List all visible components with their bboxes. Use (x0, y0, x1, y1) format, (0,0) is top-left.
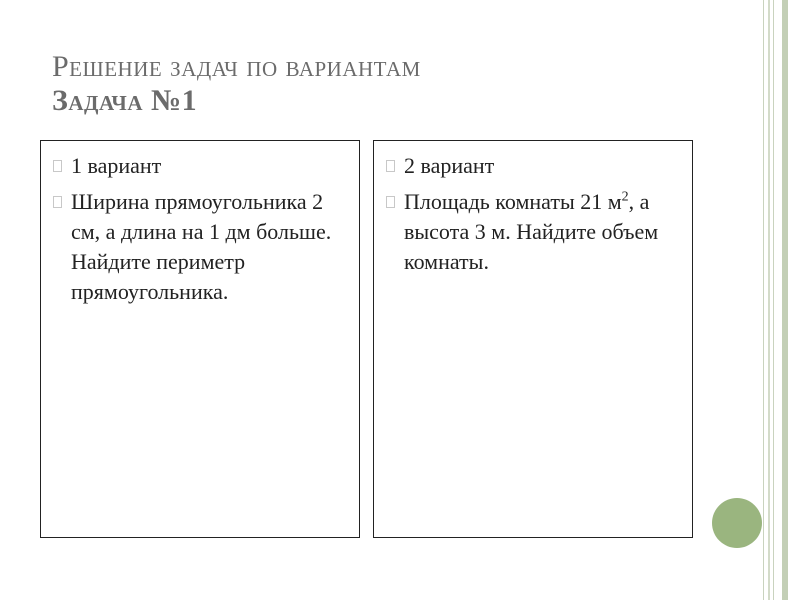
title-line-1: Решение задач по вариантам (52, 50, 421, 83)
variant-2-text-before: Площадь комнаты 21 м (404, 189, 622, 214)
variant-2-task-text (404, 189, 658, 274)
square-bullet-icon (53, 160, 62, 172)
variant-2-text-after: , а высота 3 м. Найдите объем комнаты. (404, 189, 659, 274)
variant-2-task-item (388, 187, 678, 277)
variant-1-label: 1 вариант (71, 153, 162, 178)
title-line-2: Задача №1 (52, 84, 198, 117)
variant-1-box (40, 140, 360, 538)
square-bullet-icon (386, 196, 395, 208)
variant-1-task-text: Ширина прямоугольника 2 см, а длина на 1 дм больше. Найдите периметр прямоугольника. (71, 189, 332, 304)
square-bullet-icon (53, 196, 62, 208)
variant-2-label: 2 вариант (404, 153, 495, 178)
decorative-line (782, 0, 788, 600)
variant-1-task-item (55, 187, 345, 307)
decorative-line (763, 0, 764, 600)
decorative-line (773, 0, 774, 600)
variant-1-label-item (55, 151, 345, 181)
slide-title (52, 50, 712, 118)
variant-2-label-item (388, 151, 678, 181)
square-bullet-icon (386, 160, 395, 172)
decorative-line (768, 0, 770, 600)
variant-2-superscript: 2 (621, 189, 629, 205)
variant-2-box (373, 140, 693, 538)
decorative-circle (712, 498, 762, 548)
